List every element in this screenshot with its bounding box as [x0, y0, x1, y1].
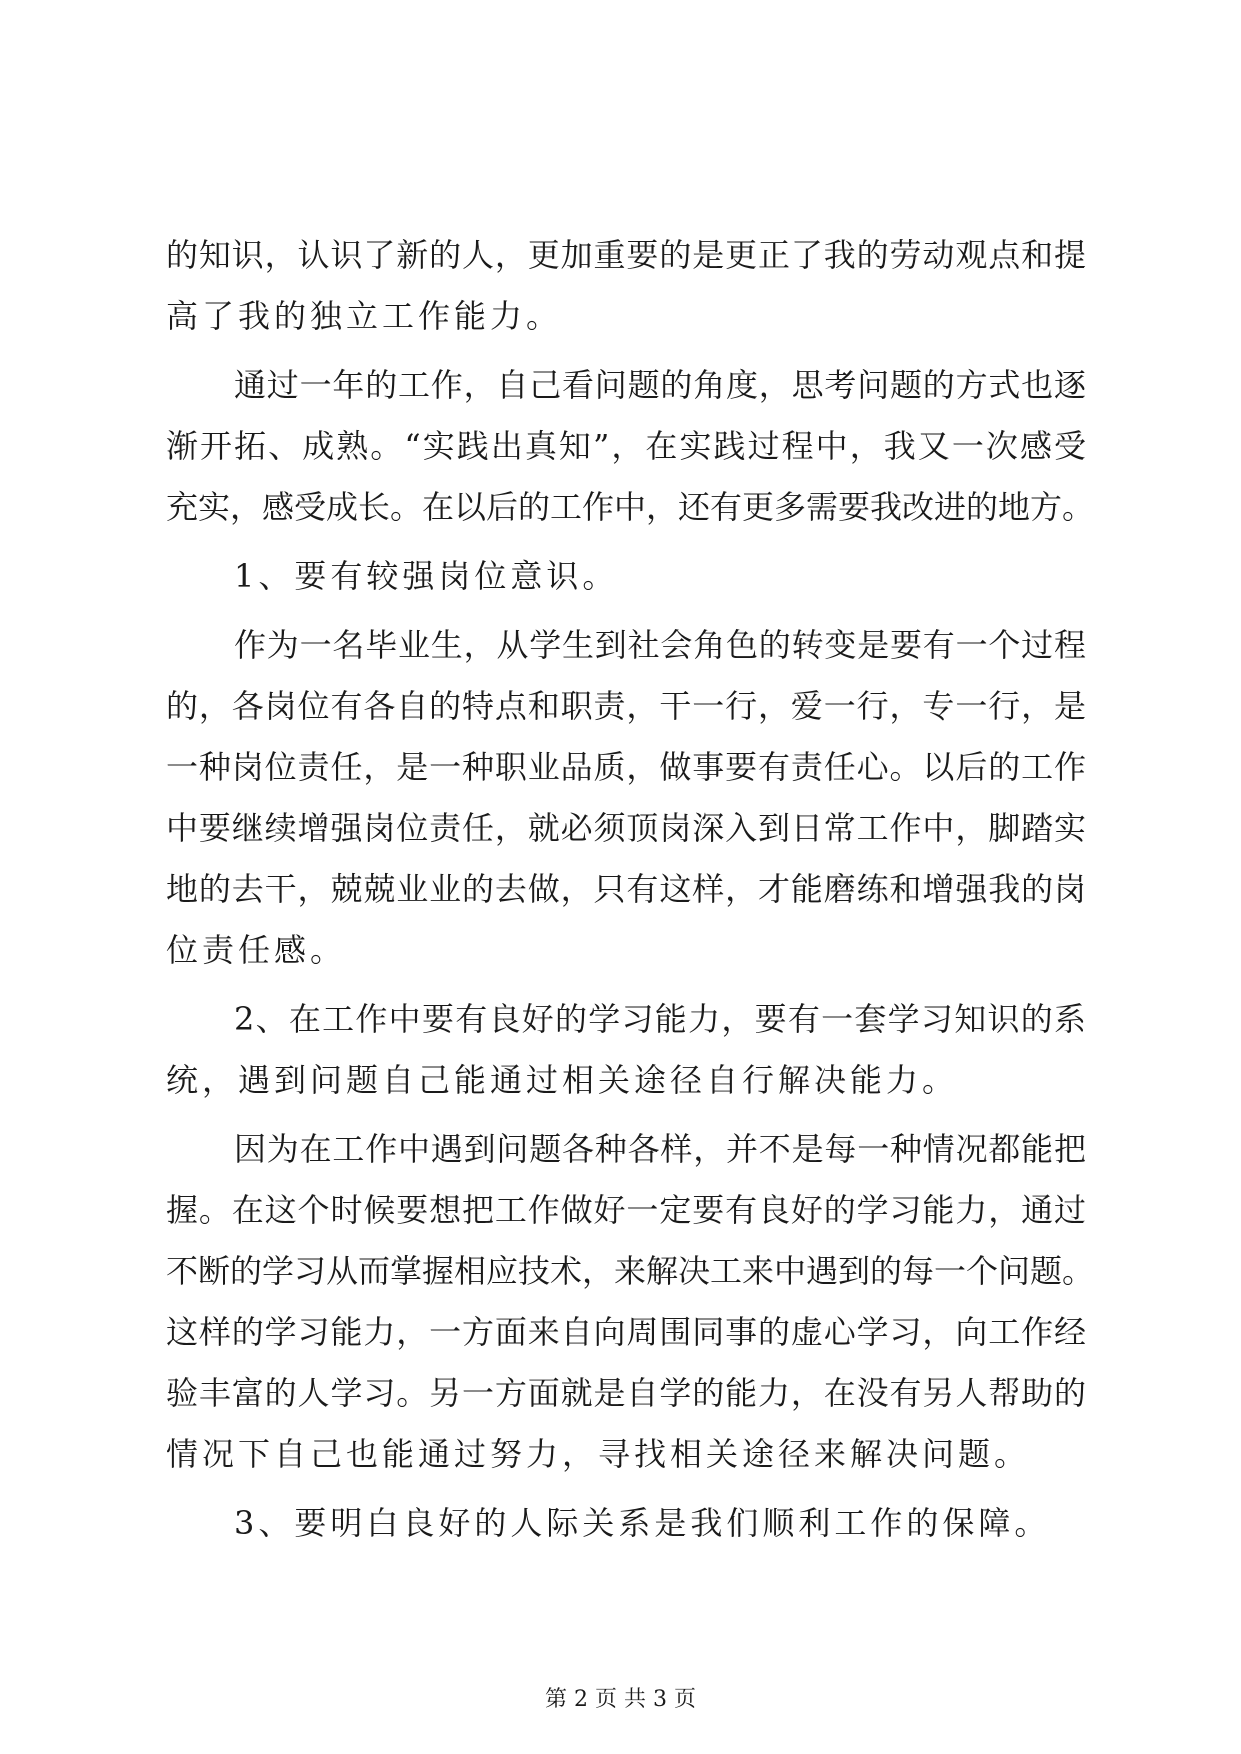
paragraph-start-line: 因为在工作中遇到问题各种各样，并不是每一种情况都能把	[234, 1130, 1086, 1168]
page-number-footer: 第 2 页 共 3 页	[545, 1687, 696, 1712]
text-line: 高了我的独立工作能力。	[166, 297, 563, 335]
paragraph-start-line: 作为一名毕业生，从学生到社会角色的转变是要有一个过程	[234, 626, 1086, 664]
text-line: 渐开拓、成熟。“实践出真知”，在实践过程中，我又一次感受	[166, 427, 1086, 465]
section-heading-3: 3、要明白良好的人际关系是我们顺利工作的保障。	[234, 1504, 1051, 1542]
text-line: 的，各岗位有各自的特点和职责，干一行，爱一行，专一行，是	[166, 687, 1086, 725]
text-line: 不断的学习从而掌握相应技术，来解决工来中遇到的每一个问题。	[166, 1252, 1095, 1290]
text-line: 握。在这个时候要想把工作做好一定要有良好的学习能力，通过	[166, 1191, 1086, 1229]
text-line: 一种岗位责任，是一种职业品质，做事要有责任心。以后的工作	[166, 748, 1086, 786]
text-line: 地的去干，兢兢业业的去做，只有这样，才能磨练和增强我的岗	[166, 870, 1086, 908]
text-line: 位责任感。	[166, 931, 347, 969]
text-line: 的知识，认识了新的人，更加重要的是更正了我的劳动观点和提	[166, 236, 1086, 274]
text-line: 验丰富的人学习。另一方面就是自学的能力，在没有另人帮助的	[166, 1374, 1086, 1412]
paragraph-start-line: 通过一年的工作，自己看问题的角度，思考问题的方式也逐	[234, 366, 1086, 404]
document-body	[166, 225, 1095, 1554]
section-heading-2: 2、在工作中要有良好的学习能力，要有一套学习知识的系	[234, 1000, 1086, 1038]
text-line: 充实，感受成长。在以后的工作中，还有更多需要我改进的地方。	[166, 488, 1095, 526]
text-line: 中要继续增强岗位责任，就必须顶岗深入到日常工作中，脚踏实	[166, 809, 1086, 847]
text-line: 这样的学习能力，一方面来自向周围同事的虚心学习，向工作经	[166, 1313, 1086, 1351]
section-heading-1: 1、要有较强岗位意识。	[234, 557, 619, 595]
text-line: 统，遇到问题自己能通过相关途径自行解决能力。	[166, 1061, 959, 1099]
text-line: 情况下自己也能通过努力，寻找相关途径来解决问题。	[166, 1435, 1031, 1473]
